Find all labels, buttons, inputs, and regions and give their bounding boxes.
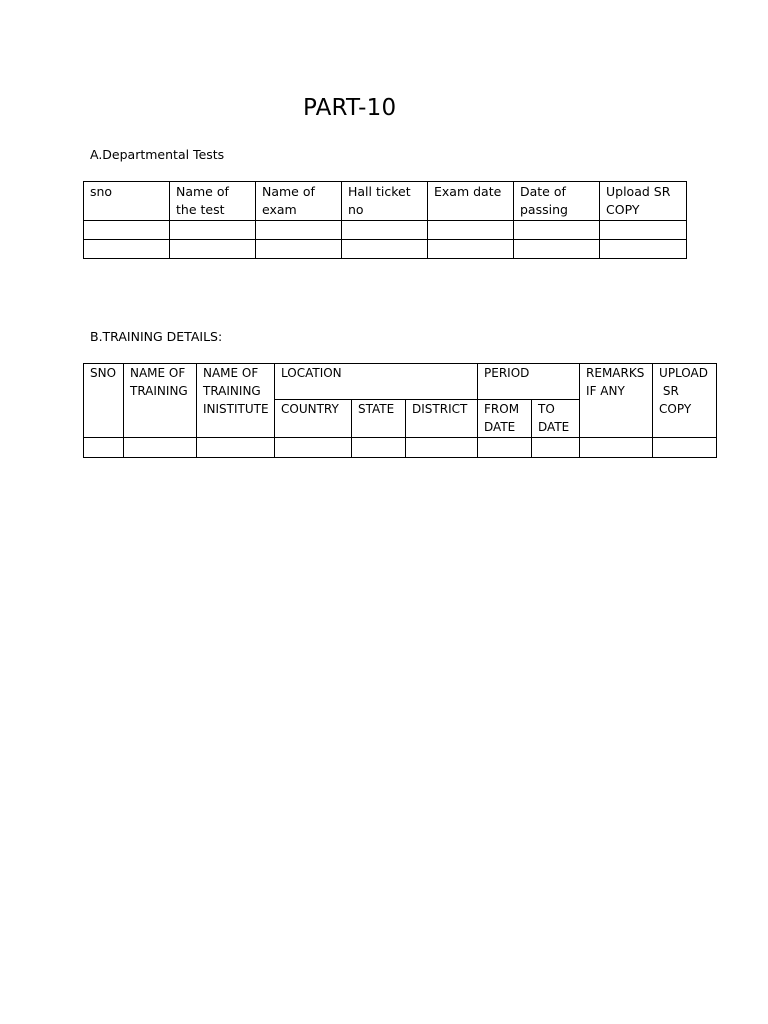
table-cell[interactable]: [653, 438, 717, 458]
header-line: COPY: [606, 202, 640, 217]
header-line: LOCATION: [281, 366, 342, 380]
header-line: exam: [262, 202, 297, 217]
table-cell[interactable]: [600, 221, 687, 240]
header-sno: [84, 364, 124, 438]
table-cell[interactable]: [514, 221, 600, 240]
header-line: sno: [90, 184, 113, 199]
table-cell[interactable]: [256, 240, 342, 259]
table-cell[interactable]: [170, 221, 256, 240]
table-cell[interactable]: [428, 240, 514, 259]
header-name-of-training: [124, 364, 197, 438]
table-cell[interactable]: [600, 240, 687, 259]
header-to-date: [532, 400, 580, 438]
table-cell[interactable]: [428, 221, 514, 240]
header-line: STATE: [358, 402, 395, 416]
table-cell[interactable]: [124, 438, 197, 458]
header-country: [275, 400, 352, 438]
table-cell[interactable]: [532, 438, 580, 458]
table-cell[interactable]: [514, 240, 600, 259]
table-header-row: [84, 182, 687, 221]
table-cell[interactable]: [256, 221, 342, 240]
header-line: INISTITUTE: [203, 402, 269, 416]
table-row: [84, 240, 687, 259]
header-line: Name of: [176, 184, 229, 199]
table-row: [84, 221, 687, 240]
table-cell[interactable]: [84, 240, 170, 259]
header-line: UPLOAD: [659, 366, 708, 380]
table-header-row: [84, 364, 717, 400]
header-period: [478, 364, 580, 400]
table-cell[interactable]: [352, 438, 406, 458]
header-line: DATE: [484, 420, 516, 434]
table-cell[interactable]: [342, 240, 428, 259]
page-title: PART-10: [303, 95, 397, 121]
header-upload-sr-copy: [653, 364, 717, 438]
table-cell[interactable]: [275, 438, 352, 458]
header-upload-sr-copy: [600, 182, 687, 221]
header-name-of-training-institute: [197, 364, 275, 438]
table-cell[interactable]: [197, 438, 275, 458]
header-line: NAME OF: [130, 366, 186, 380]
header-line: Date of: [520, 184, 566, 199]
table-cell[interactable]: [580, 438, 653, 458]
header-line: Exam date: [434, 184, 502, 199]
header-line: DISTRICT: [412, 402, 468, 416]
header-line: Name of: [262, 184, 315, 199]
table-cell[interactable]: [84, 221, 170, 240]
header-line: TRAINING: [203, 384, 261, 398]
header-line: Upload SR: [606, 184, 671, 199]
header-line: SR: [659, 384, 679, 398]
header-date-of-passing: [514, 182, 600, 221]
header-line: TO: [538, 402, 555, 416]
table-cell[interactable]: [170, 240, 256, 259]
header-exam-date: [428, 182, 514, 221]
header-line: NAME OF: [203, 366, 259, 380]
departmental-tests-table: [83, 181, 687, 259]
header-line: SNO: [90, 366, 117, 380]
header-name-of-exam: [256, 182, 342, 221]
header-line: passing: [520, 202, 568, 217]
header-line: the test: [176, 202, 225, 217]
table-cell[interactable]: [406, 438, 478, 458]
header-district: [406, 400, 478, 438]
header-line: IF ANY: [586, 384, 625, 398]
header-hall-ticket-no: [342, 182, 428, 221]
header-sno: [84, 182, 170, 221]
header-line: COPY: [659, 402, 692, 416]
section-a-title: A.Departmental Tests: [90, 147, 225, 162]
header-line: COUNTRY: [281, 402, 339, 416]
header-from-date: [478, 400, 532, 438]
header-line: PERIOD: [484, 366, 530, 380]
table-cell[interactable]: [478, 438, 532, 458]
table-cell[interactable]: [84, 438, 124, 458]
training-details-table: [83, 363, 717, 458]
header-name-of-test: [170, 182, 256, 221]
header-location: [275, 364, 478, 400]
section-b-title: B.TRAINING DETAILS:: [90, 329, 223, 344]
header-line: TRAINING: [130, 384, 188, 398]
header-remarks: [580, 364, 653, 438]
header-line: FROM: [484, 402, 520, 416]
header-line: no: [348, 202, 364, 217]
table-row: [84, 438, 717, 458]
header-state: [352, 400, 406, 438]
header-line: REMARKS: [586, 366, 645, 380]
table-cell[interactable]: [342, 221, 428, 240]
header-line: Hall ticket: [348, 184, 411, 199]
header-line: DATE: [538, 420, 570, 434]
